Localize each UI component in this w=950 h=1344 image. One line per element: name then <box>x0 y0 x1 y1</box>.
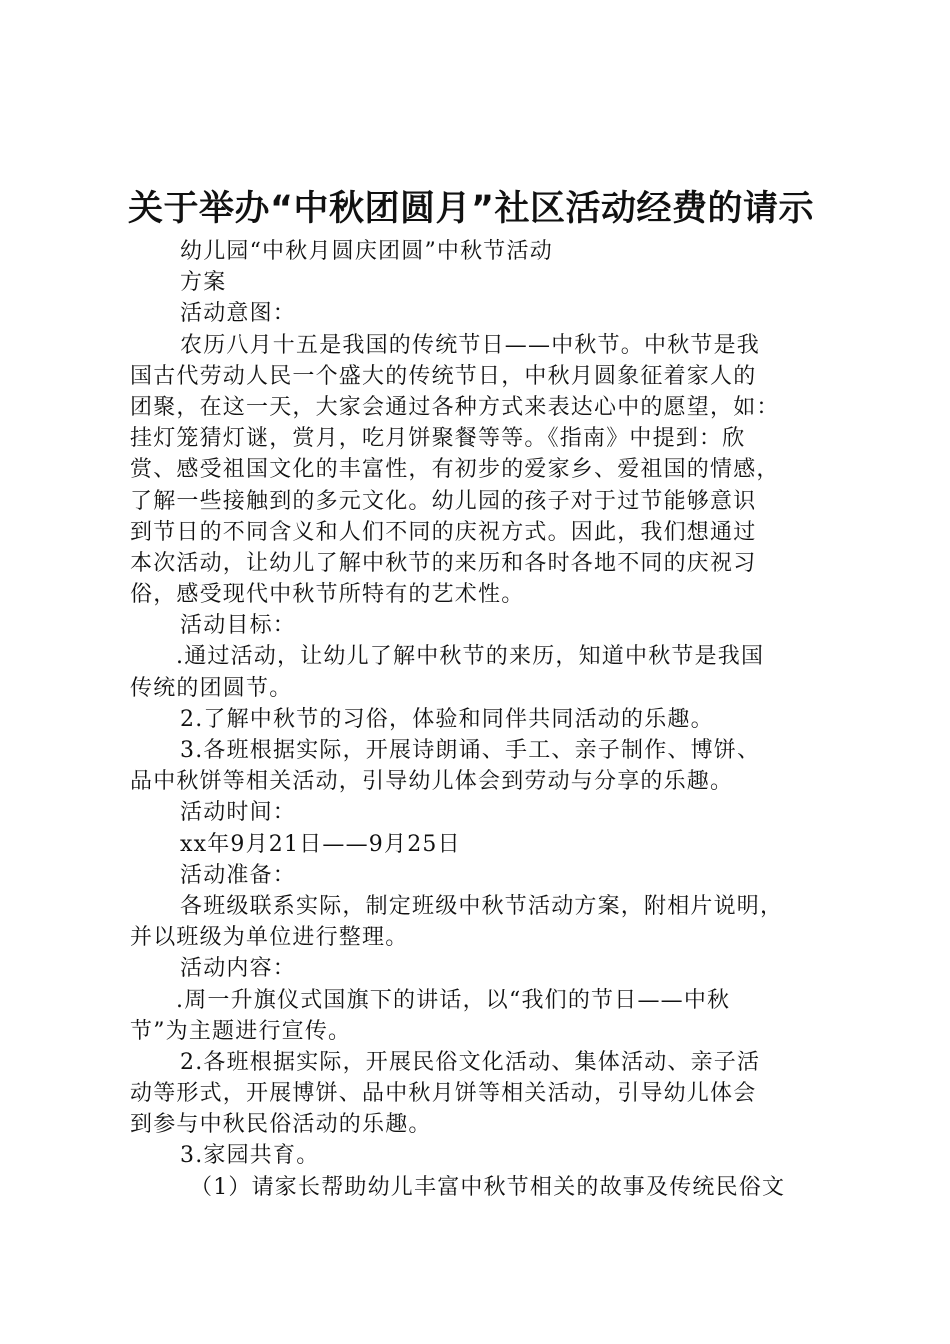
list-item-line: 动等形式，开展博饼、品中秋月饼等相关活动，引导幼儿体会 <box>130 1081 757 1107</box>
section-heading: 活动准备： <box>180 862 297 888</box>
list-item-line: 2.各班根据实际，开展民俗文化活动、集体活动、亲子活 <box>180 1049 761 1075</box>
paragraph-line: 团聚，在这一天，大家会通过各种方式来表达心中的愿望，如： <box>130 394 780 420</box>
paragraph-line: 俗，感受现代中秋节所特有的艺术性。 <box>130 582 525 608</box>
paragraph-line: 本次活动，让幼儿了解中秋节的来历和各时各地不同的庆祝习 <box>130 550 757 576</box>
list-item-line: 3.各班根据实际，开展诗朗诵、手工、亲子制作、博饼、 <box>180 738 761 763</box>
section-heading: 活动意图： <box>180 301 297 327</box>
paragraph-line: 挂灯笼猜灯谜，赏月，吃月饼聚餐等等。《指南》中提到：欣 <box>130 426 746 452</box>
document-title: 关于举办“中秋团圆月”社区活动经费的请示 <box>128 189 815 229</box>
paragraph-line: 了解一些接触到的多元文化。幼儿园的孩子对于过节能够意识 <box>130 488 757 514</box>
section-heading: 活动时间： <box>180 800 297 826</box>
section-heading: 活动目标： <box>180 613 297 639</box>
list-item-line: 节”为主题进行宣传。 <box>130 1018 352 1044</box>
list-item-line: .通过活动，让幼儿了解中秋节的来历，知道中秋节是我国 <box>176 644 765 670</box>
paragraph-line: 并以班级为单位进行整理。 <box>130 925 409 951</box>
list-item-line: 2.了解中秋节的习俗，体验和同伴共同活动的乐趣。 <box>180 706 714 732</box>
paragraph-line: 赏、感受祖国文化的丰富性，有初步的爱家乡、爱祖国的情感， <box>130 457 780 483</box>
section-heading: 活动内容： <box>180 956 297 982</box>
paragraph-line: 国古代劳动人民一个盛大的传统节日，中秋月圆象征着家人的 <box>130 363 757 389</box>
list-item-line: 3.家园共育。 <box>180 1143 320 1169</box>
list-item-line: 传统的团圆节。 <box>130 675 293 701</box>
document-body <box>130 236 850 1203</box>
list-item-line: 到参与中秋民俗活动的乐趣。 <box>130 1112 432 1138</box>
date-range-line: xx年9月21日——9月25日 <box>180 831 461 857</box>
subtitle-line: 幼儿园“中秋月圆庆团圆”中秋节活动 <box>180 239 553 264</box>
list-item-line: .周一升旗仪式国旗下的讲话，以“我们的节日——中秋 <box>176 987 731 1013</box>
paragraph-line: 各班级联系实际，制定班级中秋节活动方案，附相片说明， <box>180 893 784 919</box>
subtitle-line: 方案 <box>180 270 227 296</box>
paragraph-line: 到节日的不同含义和人们不同的庆祝方式。因此，我们想通过 <box>130 519 757 545</box>
list-item-line: （1）请家长帮助幼儿丰富中秋节相关的故事及传统民俗文 <box>190 1174 786 1200</box>
paragraph-line: 农历八月十五是我国的传统节日——中秋节。中秋节是我 <box>180 332 761 358</box>
list-item-line: 品中秋饼等相关活动，引导幼儿体会到劳动与分享的乐趣。 <box>130 769 734 795</box>
